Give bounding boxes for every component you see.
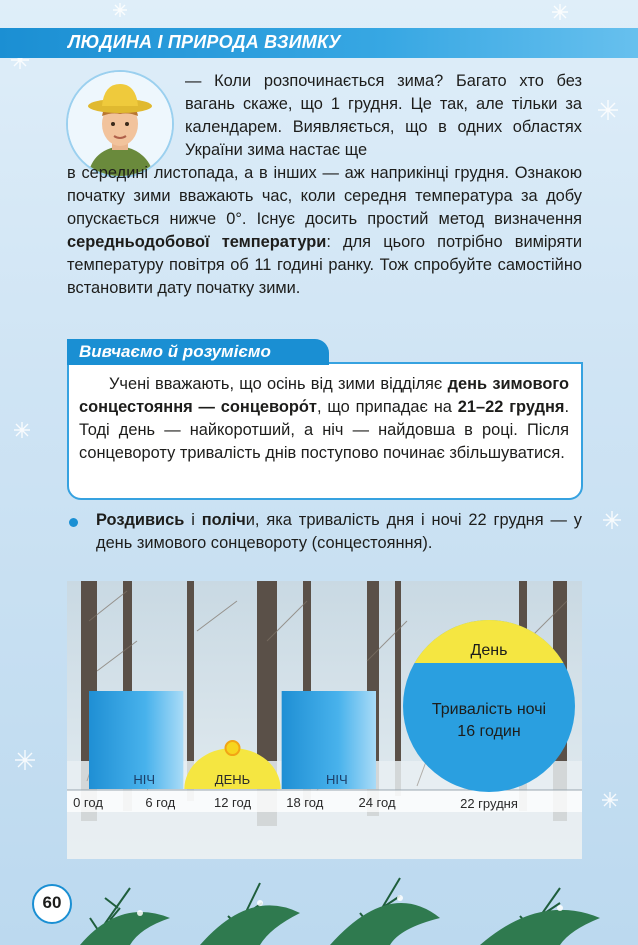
segment-label-0: НІЧ	[133, 772, 156, 787]
learn-text-c: . Тоді день — найкоротший, а ніч — найдовша в році. Після сонцевороту тривалість днів поступово починає збільшуватися.	[79, 398, 569, 462]
learn-term-solstice: день зимового сонцестояння — сонцеворо́т	[79, 375, 569, 416]
pie-night-label: Тривалість ночі	[431, 701, 547, 718]
learn-term-dates: 21–22 грудня	[457, 398, 565, 416]
tick-label-0: 0 год	[73, 795, 103, 810]
tick-label-3: 18 год	[286, 795, 324, 810]
task-mid: і	[184, 511, 202, 529]
bullet-icon	[69, 518, 78, 527]
learn-text-b: , що припадає на	[316, 398, 458, 416]
page-number: 60	[42, 893, 62, 912]
intro-paragraph	[67, 162, 582, 300]
intro-text-2: в середині листопада, а в інших — аж наприкінці грудня. Ознакою початку зими вважають час, коли середня температура за добу опускається нижче 0°. Існує досить простий метод визначення	[67, 164, 582, 228]
section-title: ЛЮДИНА І ПРИРОДА ВЗИМКУ	[68, 32, 341, 52]
tick-label-4: 24 год	[358, 795, 396, 810]
task-verb-2: поліч	[201, 511, 246, 529]
task-rest: и, яка тривалість дня і ночі 22 грудня — у день зимового сонцевороту (сонцестояння).	[96, 511, 583, 552]
sun-icon	[226, 741, 240, 755]
segment-label-2: НІЧ	[325, 772, 348, 787]
intro-term: середньодобової температури	[67, 233, 327, 251]
tick-label-1: 6 год	[145, 795, 176, 810]
intro-text-1: — Коли розпочинається зима? Багато хто без вагань скаже, що 1 грудня. Це так, але тільки за календарем. Виявляється, що в одних областях України зима настає ще	[185, 72, 582, 159]
intro-paragraph-top	[185, 70, 582, 162]
pie-night-value: 16 годин	[457, 723, 521, 740]
spruce-decoration	[0, 858, 638, 945]
task-text	[96, 509, 582, 555]
intro-text-3: : для цього потрібно виміряти температуру повітря об 11 годині ранку. Тож спробуйте самостійно встановити дату початку зими.	[67, 233, 582, 297]
winter-forest-photo	[67, 581, 582, 859]
day-night-chart	[67, 581, 582, 859]
learn-text-a: Учені вважають, що осінь від зими відділяє	[109, 375, 448, 393]
pie-day-label: День	[470, 642, 508, 659]
learn-text	[79, 373, 569, 465]
tick-label-2: 12 год	[213, 795, 252, 810]
learn-tab-label: Вивчаємо й розуміємо	[79, 342, 271, 361]
date-label: 22 грудня	[460, 796, 518, 811]
task-verb-1: Роздивись	[96, 511, 185, 529]
segment-label-1: ДЕНЬ	[214, 772, 251, 787]
